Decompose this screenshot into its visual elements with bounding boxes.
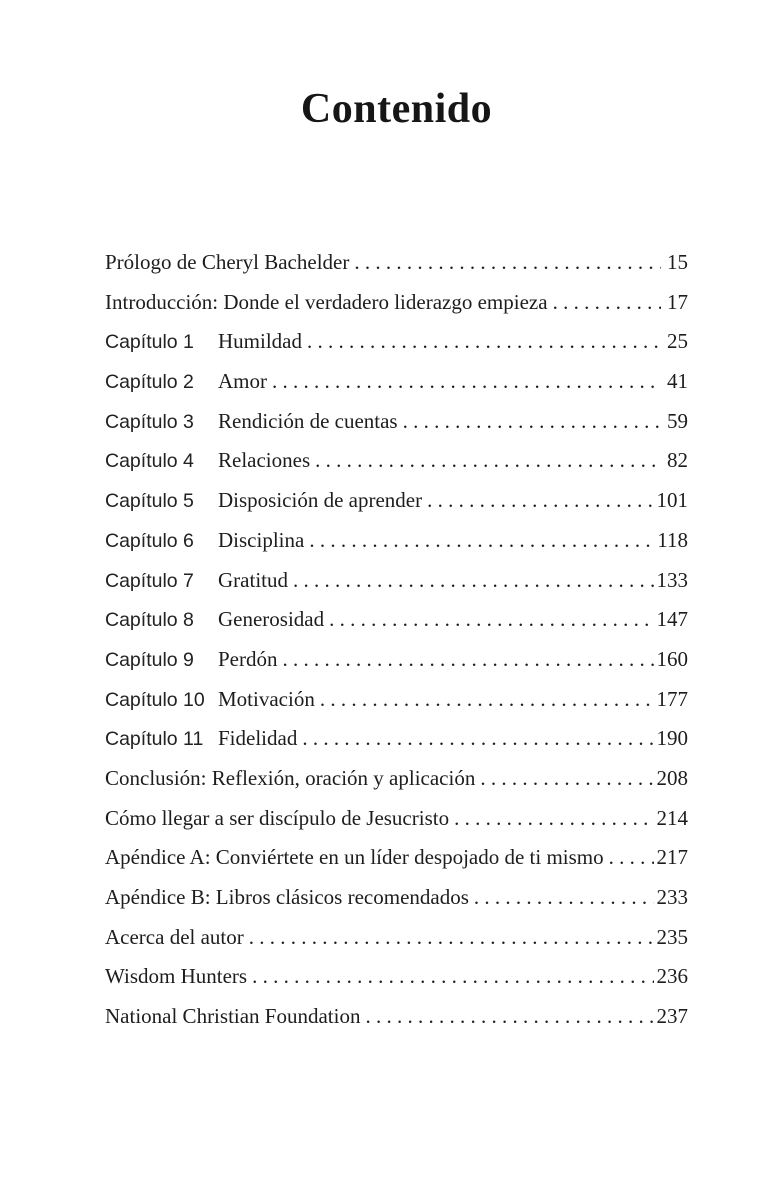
toc-entry [105, 568, 688, 608]
page-number: 147 [656, 607, 688, 632]
page-number: 41 [667, 369, 688, 394]
toc-entry [105, 964, 688, 1004]
page-number: 133 [656, 567, 688, 592]
chapter-label: Capítulo 3 [105, 410, 194, 433]
page-number: 118 [657, 527, 688, 552]
chapter-label: Capítulo 6 [105, 529, 194, 552]
toc-entry [105, 1004, 688, 1044]
entry-title: Apéndice A: Conviértete en un líder despojado de ti mismo [105, 845, 604, 870]
chapter-label: Capítulo 8 [105, 609, 194, 632]
toc-entry [105, 806, 688, 846]
dot-leader [403, 409, 661, 433]
dot-leader [427, 488, 653, 512]
toc-entry [105, 448, 688, 488]
entry-title: Amor [218, 369, 267, 394]
toc-entry [105, 845, 688, 885]
toc-entry [105, 925, 688, 965]
dot-leader [272, 369, 661, 393]
dot-leader [354, 250, 661, 274]
toc-entry [105, 726, 688, 766]
toc-entry [105, 766, 688, 806]
chapter-label: Capítulo 1 [105, 331, 194, 354]
entry-title: Introducción: Donde el verdadero liderazgo empieza [105, 289, 548, 314]
entry-title: Conclusión: Reflexión, oración y aplicación [105, 765, 476, 790]
dot-leader [315, 448, 661, 472]
entry-title: Relaciones [218, 448, 311, 473]
dot-leader [329, 607, 653, 631]
page-number: 208 [656, 765, 688, 790]
page-number: 101 [656, 488, 688, 513]
entry-title: Perdón [218, 646, 278, 671]
page-number: 237 [656, 1004, 688, 1029]
chapter-label: Capítulo 5 [105, 490, 194, 513]
entry-title: Apéndice B: Libros clásicos recomendados [105, 885, 469, 909]
entry-title: Humildad [218, 329, 302, 354]
dot-leader [283, 647, 654, 671]
toc-entry [105, 250, 688, 290]
toc-entry [105, 885, 688, 925]
toc-entry [105, 488, 688, 528]
page-number: 59 [667, 408, 688, 433]
entry-title: Motivación [218, 686, 315, 711]
entry-title: Acerca del autor [105, 924, 244, 949]
dot-leader [252, 964, 653, 988]
dot-leader [302, 726, 653, 750]
dot-leader [307, 329, 661, 353]
chapter-label: Capítulo 2 [105, 371, 194, 394]
page-number: 177 [656, 686, 688, 711]
dot-leader [474, 885, 654, 909]
toc-entry [105, 647, 688, 687]
toc-entry [105, 329, 688, 369]
toc-entry [105, 409, 688, 449]
page-number: 82 [667, 448, 688, 473]
page-number: 17 [667, 289, 688, 314]
toc-entry [105, 290, 688, 330]
entry-title: Wisdom Hunters [105, 964, 248, 989]
chapter-label: Capítulo 7 [105, 569, 194, 592]
page-number: 233 [656, 885, 688, 909]
entry-title: Fidelidad [218, 726, 298, 751]
page-number: 25 [667, 329, 688, 354]
dot-leader [293, 568, 654, 592]
page-number: 15 [667, 250, 688, 274]
page-number: 190 [656, 726, 688, 751]
dot-leader [249, 925, 654, 949]
toc-entry [105, 369, 688, 409]
entry-title: Rendición de cuentas [218, 408, 398, 433]
page-number: 236 [656, 964, 688, 989]
entry-title: Gratitud [218, 567, 288, 592]
dot-leader [609, 845, 654, 869]
dot-leader [365, 1004, 653, 1028]
toc-entry [105, 528, 688, 568]
dot-leader [454, 806, 653, 830]
entry-title: Disciplina [218, 527, 305, 552]
chapter-label: Capítulo 4 [105, 450, 194, 473]
dot-leader [480, 766, 653, 790]
entry-title: Disposición de aprender [218, 488, 423, 513]
page-number: 160 [656, 646, 688, 671]
entry-title: Prólogo de Cheryl Bachelder [105, 250, 350, 274]
toc-list [105, 250, 688, 1044]
entry-title: Cómo llegar a ser discípulo de Jesucristo [105, 805, 450, 830]
dot-leader [553, 290, 661, 314]
chapter-label: Capítulo 10 [105, 688, 205, 711]
page-number: 217 [656, 845, 688, 870]
chapter-label: Capítulo 11 [105, 728, 204, 751]
page-number: 235 [656, 924, 688, 949]
dot-leader [320, 687, 654, 711]
entry-title: Generosidad [218, 607, 325, 632]
toc-entry [105, 687, 688, 727]
entry-title: National Christian Foundation [105, 1004, 361, 1029]
page-number: 214 [656, 805, 688, 830]
chapter-label: Capítulo 9 [105, 648, 194, 671]
toc-entry [105, 607, 688, 647]
page-title: Contenido [300, 86, 493, 132]
dot-leader [309, 528, 654, 552]
